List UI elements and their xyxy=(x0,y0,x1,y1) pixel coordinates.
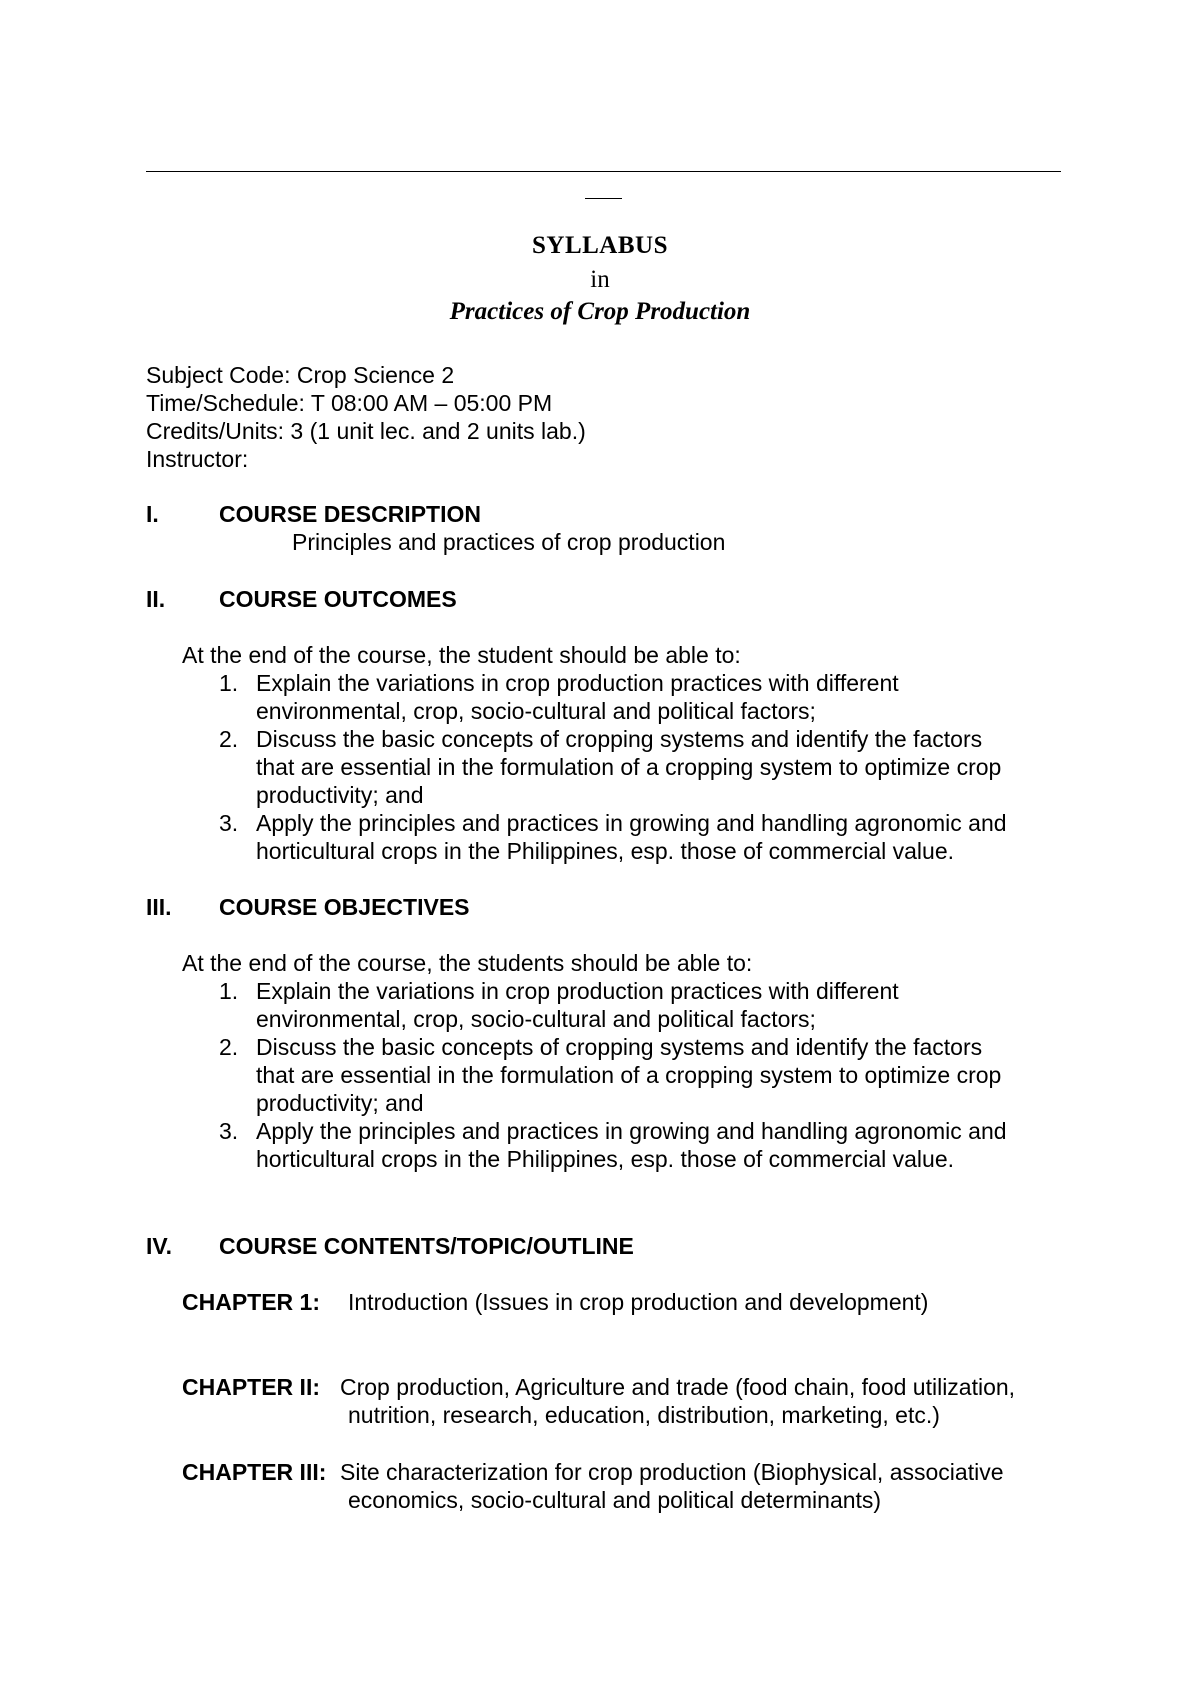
section-heading-description: COURSE DESCRIPTION xyxy=(219,501,481,527)
chapter-label: CHAPTER II: xyxy=(182,1374,320,1400)
course-name: Practices of Crop Production xyxy=(449,298,751,325)
title-connector: in xyxy=(590,266,610,293)
list-number: 2. xyxy=(219,726,239,752)
chapter-label: CHAPTER III: xyxy=(182,1459,327,1485)
list-item-line: Apply the principles and practices in growing and handling agronomic and xyxy=(256,810,1007,836)
top-rule xyxy=(146,171,1061,172)
section-heading-outcomes: COURSE OUTCOMES xyxy=(219,586,457,612)
list-number: 3. xyxy=(219,1118,239,1144)
subject-code: Subject Code: Crop Science 2 xyxy=(146,362,455,388)
list-item-line: Explain the variations in crop production practices with different xyxy=(256,978,899,1004)
list-item-line: environmental, crop, socio-cultural and political factors; xyxy=(256,698,816,724)
list-item-line: productivity; and xyxy=(256,1090,424,1116)
list-number: 3. xyxy=(219,810,239,836)
chapter-text: nutrition, research, education, distribution, marketing, etc.) xyxy=(348,1402,940,1428)
list-item-line: productivity; and xyxy=(256,782,424,808)
section-numeral: I. xyxy=(146,501,159,527)
section-heading-contents: COURSE CONTENTS/TOPIC/OUTLINE xyxy=(219,1233,634,1259)
list-item-line: Explain the variations in crop production practices with different xyxy=(256,670,899,696)
section-heading-objectives: COURSE OBJECTIVES xyxy=(219,894,470,920)
chapter-text: Crop production, Agriculture and trade (food chain, food utilization, xyxy=(340,1374,1016,1400)
list-item-line: that are essential in the formulation of a cropping system to optimize crop xyxy=(256,1062,1002,1088)
document-title: SYLLABUS xyxy=(532,232,668,259)
list-item-line: horticultural crops in the Philippines, esp. those of commercial value. xyxy=(256,838,955,864)
section-numeral: II. xyxy=(146,586,166,612)
list-number: 1. xyxy=(219,978,239,1004)
list-number: 1. xyxy=(219,670,239,696)
chapter-label: CHAPTER 1: xyxy=(182,1289,321,1315)
outcomes-intro: At the end of the course, the student should be able to: xyxy=(182,642,741,668)
chapter-text: Introduction (Issues in crop production and development) xyxy=(348,1289,929,1315)
list-number: 2. xyxy=(219,1034,239,1060)
course-description-text: Principles and practices of crop production xyxy=(292,529,726,555)
credits: Credits/Units: 3 (1 unit lec. and 2 units lab.) xyxy=(146,418,586,444)
chapter-text: economics, socio-cultural and political determinants) xyxy=(348,1487,882,1513)
schedule: Time/Schedule: T 08:00 AM – 05:00 PM xyxy=(146,390,553,416)
objectives-intro: At the end of the course, the students should be able to: xyxy=(182,950,753,976)
list-item-line: Apply the principles and practices in growing and handling agronomic and xyxy=(256,1118,1007,1144)
list-item-line: that are essential in the formulation of a cropping system to optimize crop xyxy=(256,754,1002,780)
list-item-line: environmental, crop, socio-cultural and political factors; xyxy=(256,1006,816,1032)
list-item-line: Discuss the basic concepts of cropping systems and identify the factors xyxy=(256,726,983,752)
chapter-text: Site characterization for crop production (Biophysical, associative xyxy=(340,1459,1004,1485)
section-numeral: III. xyxy=(146,894,172,920)
list-item-line: horticultural crops in the Philippines, esp. those of commercial value. xyxy=(256,1146,955,1172)
instructor: Instructor: xyxy=(146,446,249,472)
list-item-line: Discuss the basic concepts of cropping systems and identify the factors xyxy=(256,1034,983,1060)
short-rule xyxy=(585,198,622,199)
section-numeral: IV. xyxy=(146,1233,173,1259)
